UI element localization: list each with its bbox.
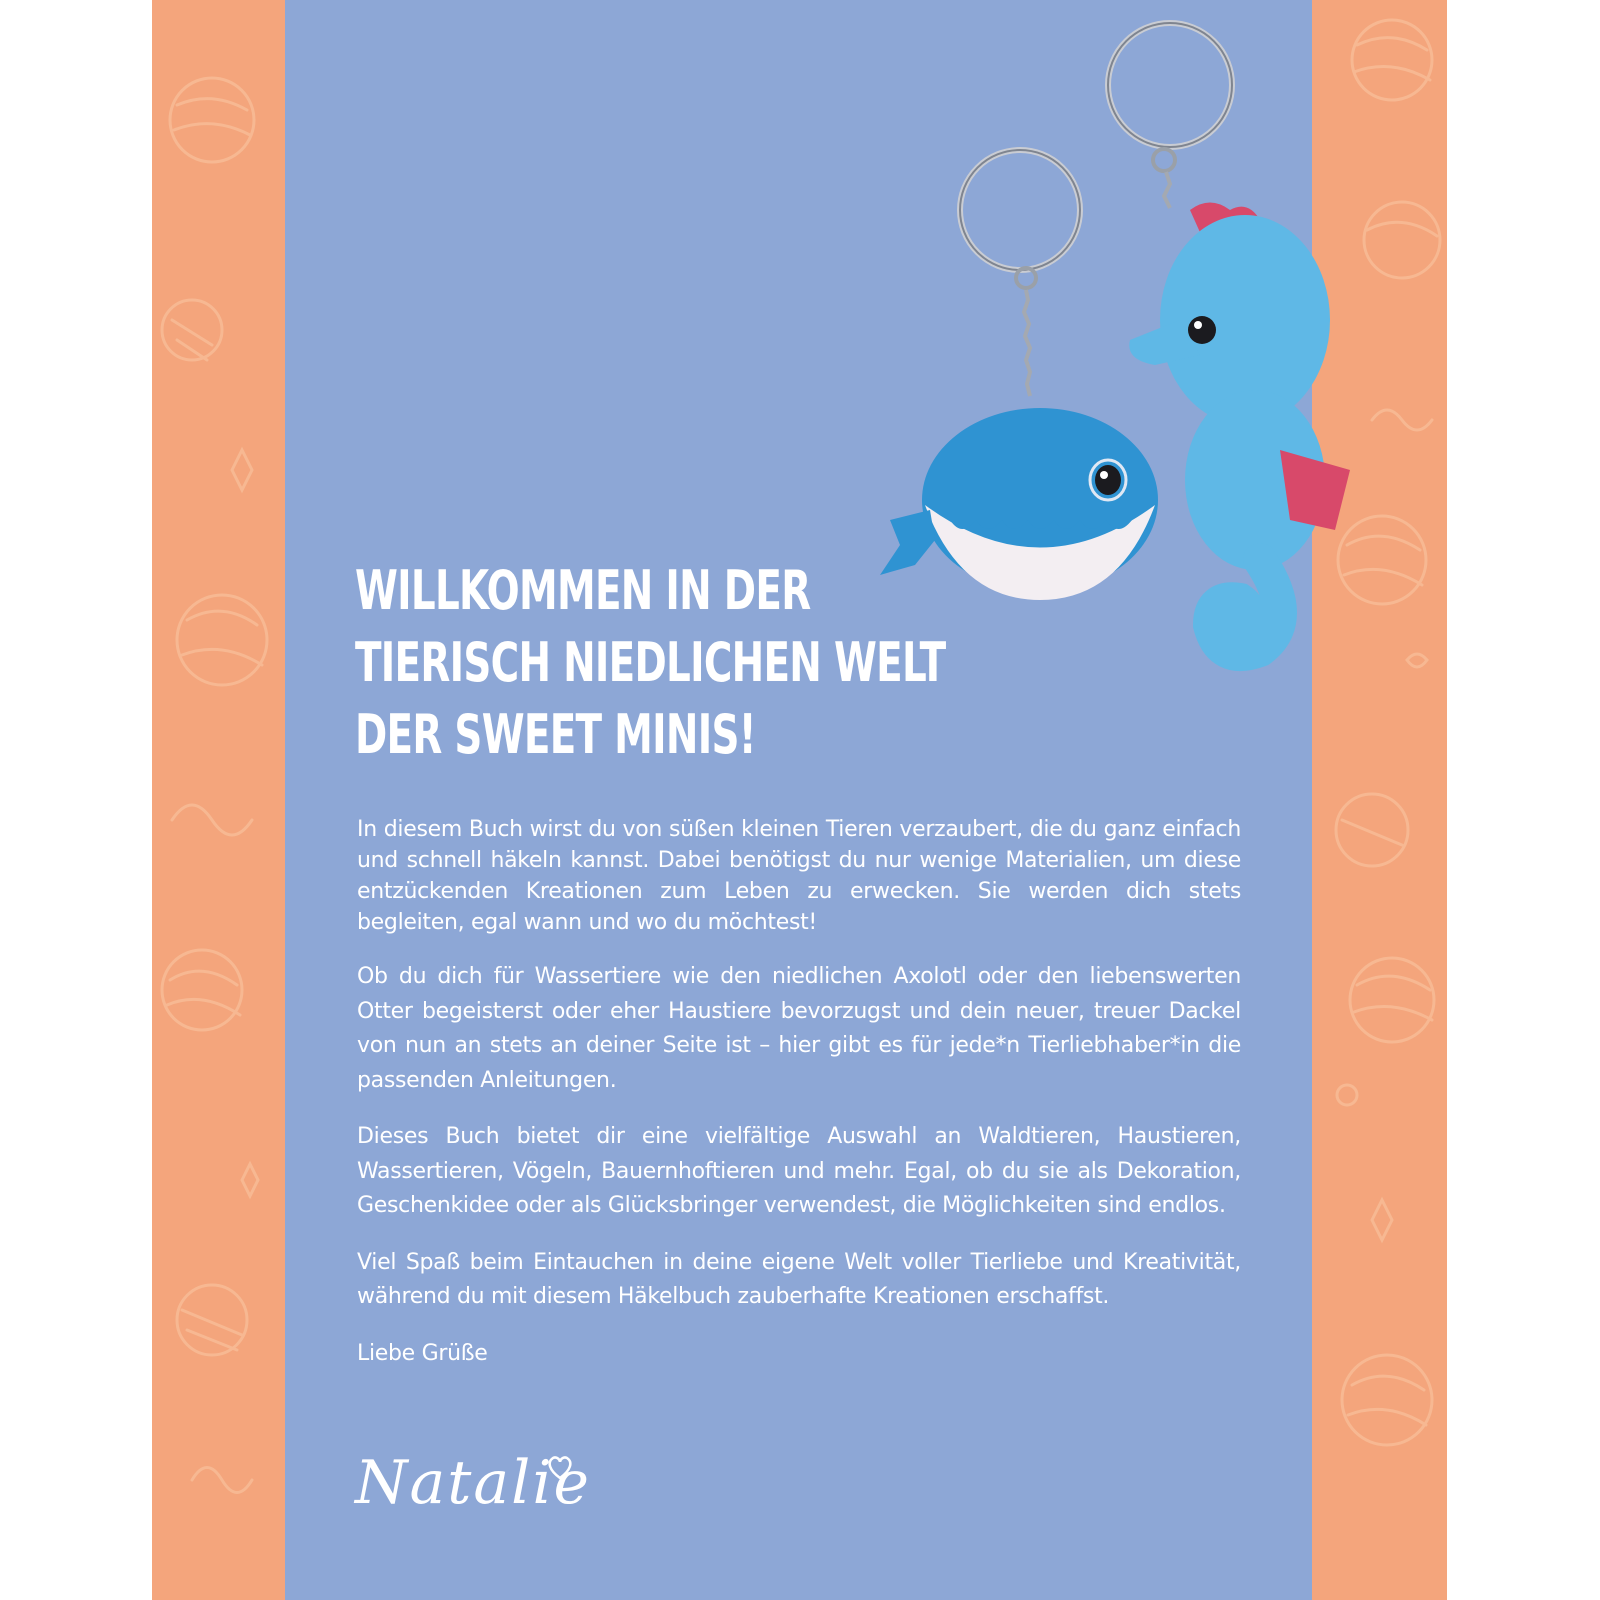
heart-icon <box>545 1452 575 1482</box>
paragraph: Dieses Buch bietet dir eine vielfältige Auswahl an Waldtieren, Haustieren, Wassertieren, Vögeln, Bauernhoftieren und mehr. Egal, ob du sie als Dekoration, Geschenkidee oder als Glücksbringer verwendest, die Möglichkeiten sind endlos. <box>357 1124 1241 1218</box>
paragraph: Viel Spaß beim Eintauchen in deine eigene Welt voller Tierliebe und Kreativität, während du mit diesem Häkelbuch zauberhafte Kreationen erschaffst. <box>357 1249 1241 1309</box>
seahorse-keychain <box>1108 23 1350 654</box>
intro-text <box>357 814 1241 1393</box>
yarn-doodle-pattern-left <box>152 0 285 1600</box>
signature: Natalie <box>355 1448 592 1518</box>
whale-keychain <box>880 150 1158 600</box>
heading-line: DER SWEET MINIS! <box>355 703 756 766</box>
closing-greeting: Liebe Grüße <box>357 1340 488 1366</box>
left-decorative-border <box>152 0 285 1600</box>
page-heading <box>355 555 974 771</box>
paragraph: In diesem Buch wirst du von süßen kleinen Tieren verzaubert, die du ganz einfach und schnell häkeln kannst. Dabei benötigst du nur wenige Materialien, um diese entzückenden Kreationen zum Leben zu erwecken. Sie werden dich stets begleiten, egal wann und wo du möchtest! <box>357 817 1241 935</box>
heading-line: WILLKOMMEN IN DER <box>355 559 811 622</box>
heading-line: TIERISCH NIEDLICHEN WELT <box>355 631 946 694</box>
paragraph: Ob du dich für Wassertiere wie den niedlichen Axolotl oder den liebenswerten Otter begeisterst oder eher Haustiere bevorzugst und dein neuer, treuer Dackel von nun an stets an deiner Seite ist – hier gibt es für jede*n Tierliebhaber*in die passenden Anleitungen. <box>357 964 1241 1093</box>
